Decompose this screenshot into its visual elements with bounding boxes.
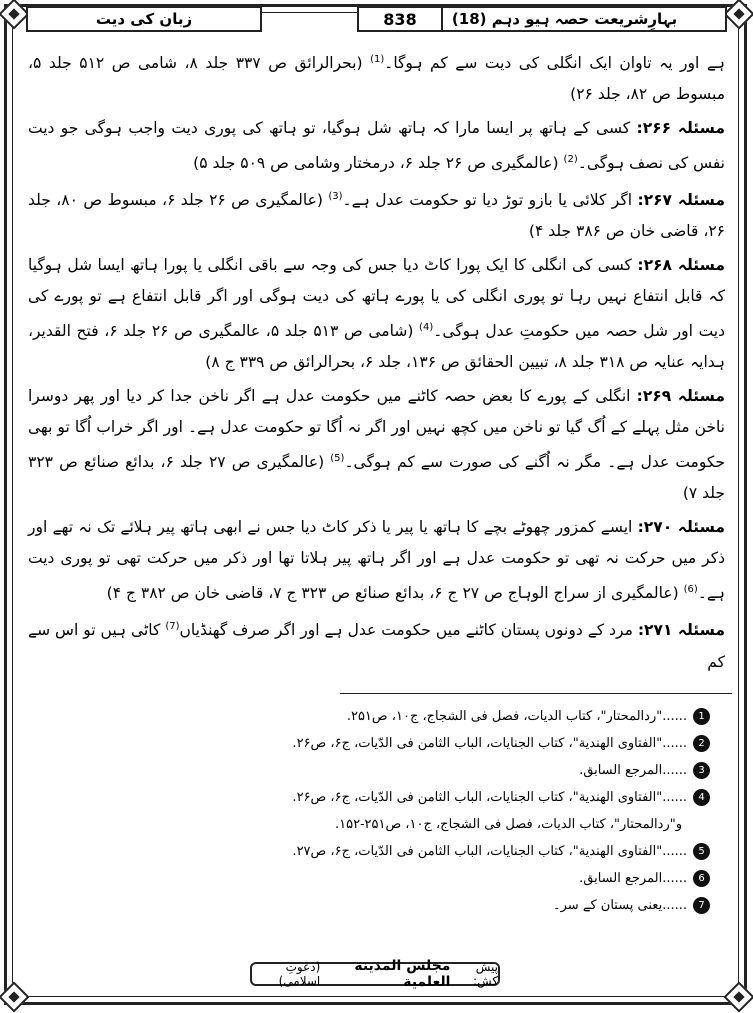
masala-label: مسئلہ ۲۶۹:	[636, 386, 725, 405]
footnote-number: 6	[693, 870, 710, 887]
book-title: بہارِشریعت حصہ ہیو دہم (18)	[402, 6, 727, 32]
footnote-number: 1	[693, 708, 710, 725]
footnote-item	[180, 784, 710, 811]
page-number: 838	[357, 6, 443, 32]
reference-text: (عالمگیری ص ۲۷ جلد ۶، بدائع صنائع ص ۳۲۳ جلد ۷)	[28, 453, 725, 503]
paragraph	[28, 381, 725, 510]
footnote-marker[interactable]: (1)	[370, 54, 385, 65]
footnote-text: ......المرجع السابق.	[579, 871, 687, 886]
footnote-item	[180, 838, 710, 865]
footer-suffix: (دعوتِ اسلامی)	[278, 960, 321, 988]
footnote-marker[interactable]: (6)	[683, 584, 698, 596]
paragraph-text: ہے اور یہ تاوان ایک انگلی کی دیت سے کم ہوگا۔	[384, 54, 726, 73]
masala-label: مسئلہ ۲۶۸:	[637, 255, 725, 274]
reference-text: (عالمگیری ص ۲۶ جلد ۶، مبسوط ص ۸۰، جلد ۲۶، قاضی خان ص ۳۸۶ جلد ۴)	[28, 191, 725, 241]
footnote-marker[interactable]: (5)	[330, 453, 345, 465]
masala-label: مسئلہ ۲۶۷:	[637, 191, 726, 210]
chapter-title: زبان کی دیت	[26, 6, 262, 32]
footnote-item	[180, 703, 710, 730]
footnote-number: 5	[693, 843, 710, 860]
footnote-marker[interactable]: (7)	[165, 621, 180, 633]
footnote-marker[interactable]: (4)	[419, 322, 434, 334]
footnote-item-continuation	[180, 811, 710, 838]
masala-label: مسئلہ ۲۷۱:	[637, 621, 725, 640]
footnote-separator	[340, 693, 732, 694]
footnote-text: ......"الفتاوی الھندیة"، کتاب الجنایات، الباب الثامن فی الدّیات، ج۶، ص۲۶.	[292, 790, 687, 805]
paragraph-text: مرد کے دونوں پستان کاٹنے میں حکومت عدل ہے اور اگر صرف گھنڈیاں	[179, 621, 638, 640]
masala-label: مسئلہ ۲۷۰:	[637, 517, 725, 536]
page-body	[28, 44, 725, 680]
footnote-number: 4	[693, 789, 710, 806]
paragraph	[28, 181, 725, 248]
page-footer	[250, 958, 500, 990]
footnote-number: 3	[693, 762, 710, 779]
paragraph-text: کسی کی انگلی کا ایک پورا کاٹ دیا جس کی وجہ سے باقی انگلی یا پورا ہاتھ ایسا شل ہوگیا کہ قابل انتفاع نہیں رہا تو پوری انگلی کی یا پورے ہاتھ کی دیت ہوگی اور اگر قابل انتفاع ہے تو پورے کی دیت اور شل حصہ میں حکومتِ عدل ہوگی۔	[28, 255, 726, 341]
publisher-name: مجلس المدینة العلمیة	[354, 958, 451, 990]
footnote-item	[180, 865, 710, 892]
footnote-text: و"ردالمحتار"، کتاب الدیات، فصل فی الشجاج، ج۱۰، ص۲۵۱-۱۵۲.	[334, 817, 682, 832]
paragraph	[28, 44, 725, 111]
footnote-marker[interactable]: (2)	[563, 153, 578, 165]
reference-text: (عالمگیری از سراج الوہاج ص ۲۷ ج ۶، بدائع صنائع ص ۳۲۳ ج ۷، قاضی خان ص ۳۸۲ ج ۴)	[106, 584, 684, 603]
footnote-text: ......یعنی پستان کے سر۔	[553, 898, 687, 913]
footnote-item	[180, 757, 710, 784]
footnote-text: ......"الفتاوی الھندیة"، کتاب الجنایات، الباب الثامن فی الدّیات، ج۶، ص۲۷.	[292, 844, 687, 859]
paragraph-text: اگر کلائی یا بازو توڑ دیا تو حکومت عدل ہے۔	[342, 191, 638, 210]
paragraph-text: کسی کے ہاتھ پر ایسا مارا کہ ہاتھ شل ہوگیا، تو ہاتھ کی پوری دیت واجب ہوگی جو دیت نفس کی نصف ہوگی۔	[28, 118, 725, 172]
page-header	[26, 6, 727, 34]
paragraph	[28, 250, 725, 379]
footnote-text: ......المرجع السابق.	[579, 763, 687, 778]
masala-label: مسئلہ ۲۶۶:	[636, 118, 725, 137]
footnote-item	[180, 892, 710, 919]
reference-text: (بحرالرائق ص ۳۳۷ جلد ۸، شامی ص ۵۱۲ جلد ۵، مبسوط ص ۸۲، جلد ۲۶)	[28, 54, 725, 104]
paragraph	[28, 113, 725, 180]
footnote-marker[interactable]: (3)	[328, 191, 343, 203]
reference-text: (عالمگیری ص ۲۶ جلد ۶، درمختار وشامی ص ۵۰۹ جلد ۵)	[193, 153, 564, 172]
paragraph-text: انگلی کے پورے کا بعض حصہ کاٹنے میں حکومت عدل ہے اگر ناخن جدا کر دیا اور پھر دوسرا ناخن مثل پہلے کے اُگ گیا تو ناخن میں کچھ نہیں اور اگر نہ اُگا تو حکومت عدل ہے۔ اور اگر خراب اُگا تو بھی حکومت عدل ہے۔ مگر نہ اُگنے کی صورت سے کم ہوگی۔	[28, 386, 725, 472]
reference-text: (شامی ص ۵۱۳ جلد ۵، عالمگیری ص ۲۶ جلد ۶، فتح القدیر، ہدایہ عنایہ ص ۳۱۸ جلد ۸، تبیین الحقائق ص ۱۳۶، جلد ۶، بحرالرائق ص ۳۳۹ ج ۸)	[28, 322, 725, 372]
paragraph-text: ایسے کمزور چھوٹے بچے کا ہاتھ یا پیر یا ذکر کاٹ دیا جس نے ابھی ہاتھ پیر ہلائے تک نہ تھے اور ذکر میں حرکت نہ تھی تو حکومت عدل ہے اور اگر ہاتھ پیر ہلاتا تھا اور ذکر میں حرکت تھی تو پوری دیت ہے۔	[28, 517, 725, 603]
footnote-text: ......"ردالمحتار"، کتاب الدیات، فصل فی الشجاج، ج۱۰، ص۲۵۱.	[346, 709, 687, 724]
footer-prefix: پیش کش:	[472, 960, 498, 988]
footnotes	[180, 703, 710, 919]
footnote-number: 7	[693, 897, 710, 914]
paragraph	[28, 512, 725, 610]
paragraph	[28, 611, 725, 678]
footnote-text: ......"الفتاوی الھندیة"، کتاب الجنایات، الباب الثامن فی الدّیات، ج۶، ص۲۶.	[292, 736, 687, 751]
reference-text: کاٹی ہیں تو اس سے کم	[28, 621, 725, 671]
footnote-item	[180, 730, 710, 757]
footnote-number: 2	[693, 735, 710, 752]
